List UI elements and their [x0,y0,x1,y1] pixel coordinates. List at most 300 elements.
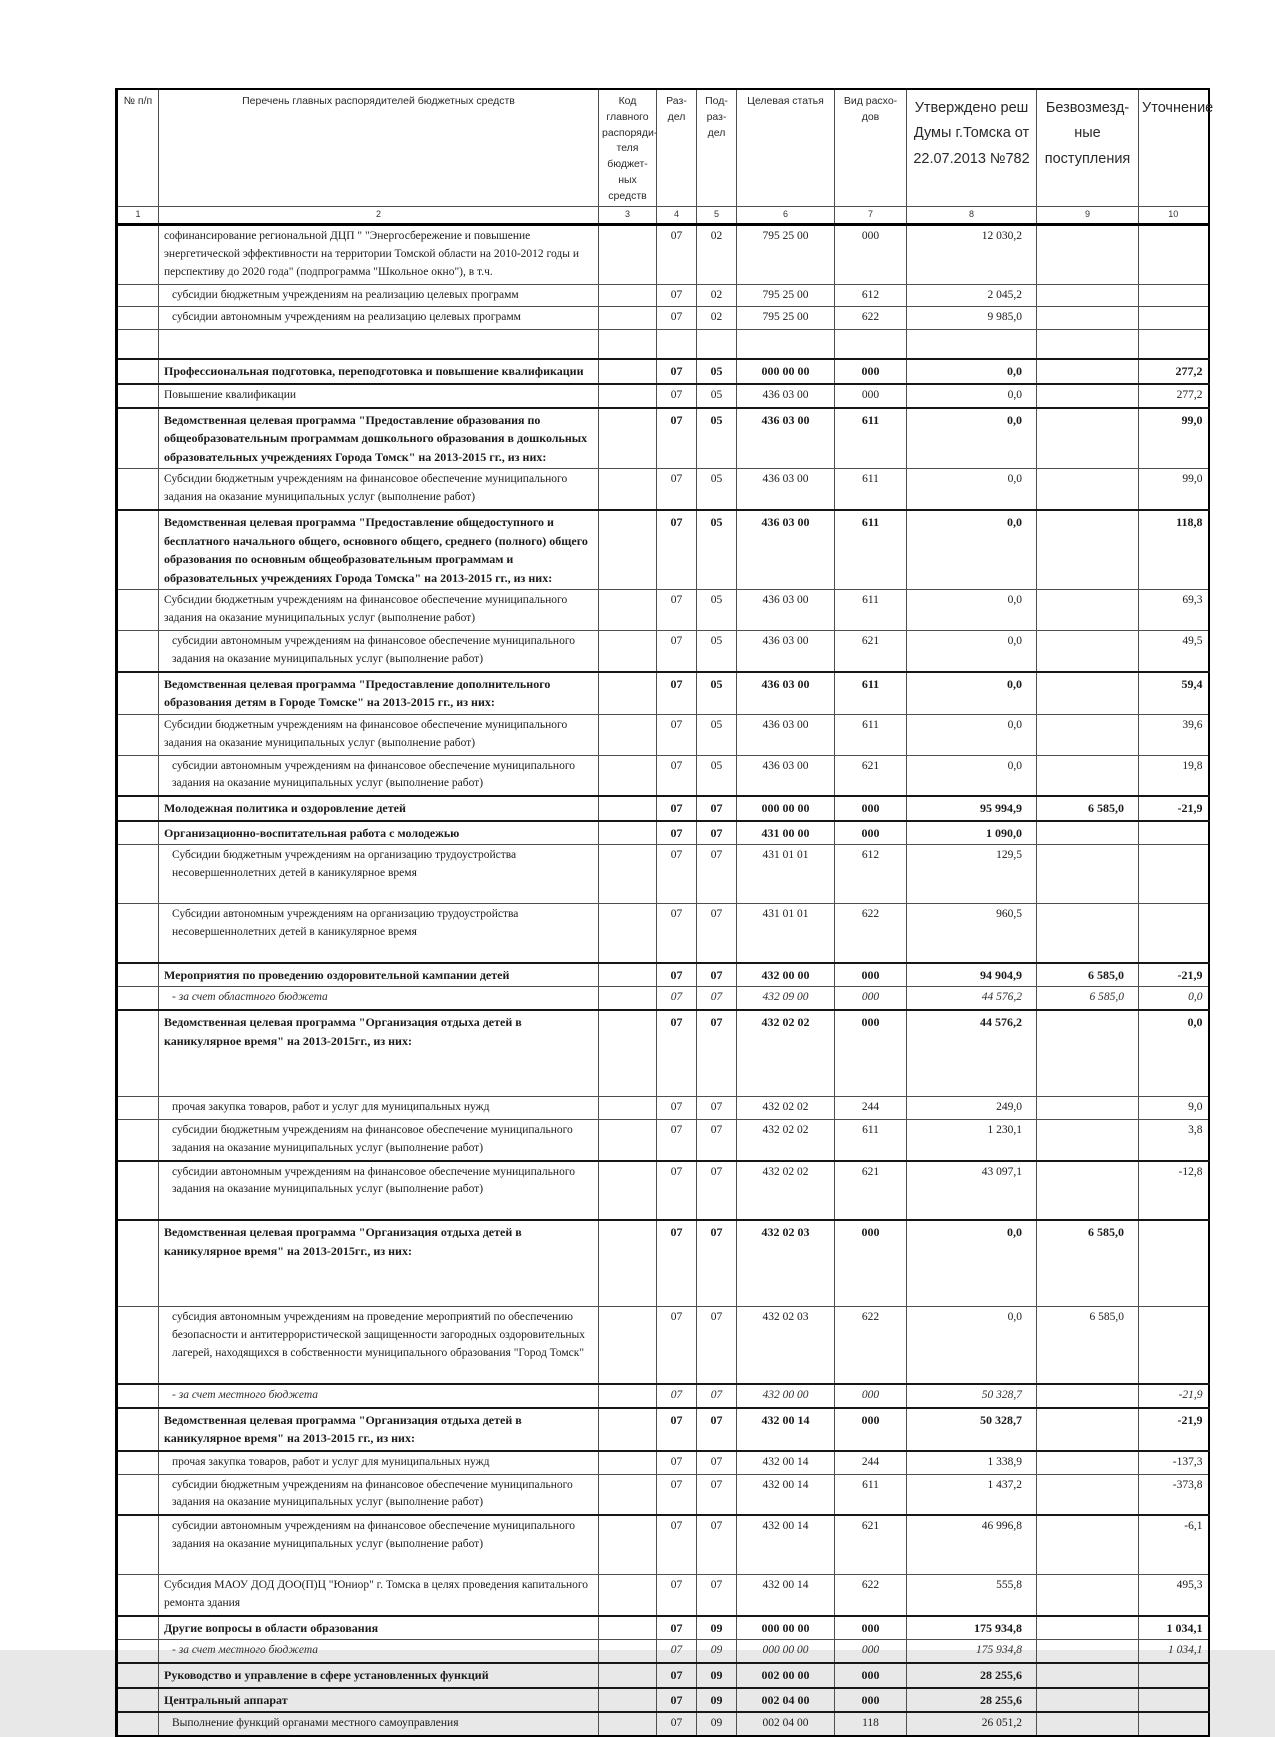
cell-podrazdel [697,330,737,360]
cell-podrazdel: 07 [697,1574,737,1615]
cell-podrazdel: 02 [697,225,737,284]
cell-razdel: 07 [657,631,697,672]
col-header-target: Целевая статья [737,89,835,207]
cell-approved: 249,0 [907,1097,1037,1120]
cell-approved: 95 994,9 [907,796,1037,821]
cell-grants [1037,510,1139,590]
cell-grants [1037,672,1139,715]
cell-kod [599,631,657,672]
cell-refine [1139,845,1209,904]
cell-num [117,1474,159,1515]
cell-grants [1037,1097,1139,1120]
table-row [117,845,1209,904]
cell-approved: 0,0 [907,510,1037,590]
table-row [117,821,1209,845]
cell-podrazdel: 05 [697,359,737,384]
col-header-kod: Код главного распоряди- теля бюджет- ных средств [599,89,657,207]
cell-refine: -137,3 [1139,1451,1209,1474]
cell-approved: 0,0 [907,384,1037,408]
cell-refine: 19,8 [1139,755,1209,796]
table-row [117,755,1209,796]
cell-razdel: 07 [657,1574,697,1615]
cell-target: 000 00 00 [737,359,835,384]
cell-name: Ведомственная целевая программа "Предоставление образования по общеобразовательным программам дошкольного образования в дошкольных образовательных учреждениях Города Томск" на 2013-2015 гг., из них: [159,408,599,469]
table-row [117,284,1209,307]
cell-name: Субсидии автономным учреждениям на организацию трудоустройства несовершеннолетних детей в каникулярное время [159,903,599,962]
cell-name: субсидии бюджетным учреждениям на реализацию целевых программ [159,284,599,307]
col-number-5: 5 [697,207,737,225]
cell-grants [1037,714,1139,755]
cell-num [117,1663,159,1688]
cell-kod [599,510,657,590]
cell-num [117,1097,159,1120]
cell-num [117,987,159,1010]
cell-razdel: 07 [657,1220,697,1307]
cell-grants [1037,1474,1139,1515]
cell-razdel: 07 [657,714,697,755]
cell-grants [1037,1515,1139,1574]
table-row [117,1010,1209,1097]
cell-vid: 612 [835,284,907,307]
table-row [117,1161,1209,1221]
cell-vid: 000 [835,1010,907,1097]
cell-podrazdel: 05 [697,384,737,408]
cell-kod [599,1688,657,1713]
cell-target: 432 02 03 [737,1220,835,1307]
cell-razdel: 07 [657,903,697,962]
table-row [117,714,1209,755]
cell-target: 002 00 00 [737,1663,835,1688]
cell-approved: 2 045,2 [907,284,1037,307]
cell-num [117,408,159,469]
cell-kod [599,1097,657,1120]
cell-name: Ведомственная целевая программа "Организация отдыха детей в каникулярное время" на 2013-2015гг., из них: [159,1010,599,1097]
cell-num [117,330,159,360]
cell-razdel: 07 [657,1640,697,1663]
col-header-grants: Безвозмезд- ные поступления [1037,89,1139,207]
cell-razdel: 07 [657,1161,697,1221]
cell-grants [1037,1663,1139,1688]
cell-grants [1037,1010,1139,1097]
cell-refine: -12,8 [1139,1161,1209,1221]
cell-kod [599,1474,657,1515]
cell-refine [1139,1307,1209,1384]
cell-vid: 611 [835,672,907,715]
cell-approved: 94 904,9 [907,963,1037,987]
cell-target: 432 02 02 [737,1010,835,1097]
cell-grants: 6 585,0 [1037,963,1139,987]
cell-podrazdel: 09 [697,1688,737,1713]
cell-target: 436 03 00 [737,755,835,796]
cell-kod [599,1712,657,1736]
cell-razdel: 07 [657,225,697,284]
header-row [117,89,1209,207]
cell-vid: 000 [835,1384,907,1408]
cell-kod [599,408,657,469]
cell-podrazdel: 02 [697,284,737,307]
cell-razdel: 07 [657,1663,697,1688]
cell-name: софинансирование региональной ДЦП " "Энергосбережение и повышение энергетической эффективности на территории Томской области на 2010-2012 годы и перспективу до 2020 года" (подпрограмма "Школьное окно"), в т.ч. [159,225,599,284]
cell-vid: 622 [835,1307,907,1384]
cell-grants [1037,590,1139,631]
cell-refine: -373,8 [1139,1474,1209,1515]
cell-vid: 000 [835,796,907,821]
cell-num [117,796,159,821]
cell-refine: 9,0 [1139,1097,1209,1120]
column-number-row [117,207,1209,225]
col-number-7: 7 [835,207,907,225]
cell-kod [599,307,657,330]
cell-vid: 000 [835,963,907,987]
cell-approved: 0,0 [907,1307,1037,1384]
cell-podrazdel: 05 [697,590,737,631]
cell-grants [1037,1384,1139,1408]
cell-podrazdel: 07 [697,1010,737,1097]
cell-vid: 622 [835,307,907,330]
cell-approved: 555,8 [907,1574,1037,1615]
table-row [117,1220,1209,1307]
cell-razdel: 07 [657,796,697,821]
cell-kod [599,1574,657,1615]
cell-refine [1139,821,1209,845]
cell-num [117,963,159,987]
cell-num [117,225,159,284]
cell-vid: 000 [835,1640,907,1663]
cell-grants [1037,755,1139,796]
cell-name: Ведомственная целевая программа "Организация отдыха детей в каникулярное время" на 2013-2015гг., из них: [159,1220,599,1307]
cell-approved: 0,0 [907,590,1037,631]
cell-grants [1037,1451,1139,1474]
table-row [117,1384,1209,1408]
table-row [117,469,1209,510]
cell-razdel: 07 [657,408,697,469]
cell-grants [1037,1616,1139,1640]
cell-vid [835,330,907,360]
cell-name: Повышение квалификации [159,384,599,408]
cell-vid: 000 [835,1616,907,1640]
cell-vid: 621 [835,1515,907,1574]
cell-podrazdel: 05 [697,469,737,510]
budget-table-grid [115,88,1214,1737]
cell-num [117,1119,159,1160]
table-row [117,1663,1209,1688]
cell-kod [599,672,657,715]
cell-approved: 1 090,0 [907,821,1037,845]
cell-approved: 0,0 [907,408,1037,469]
cell-refine: 277,2 [1139,384,1209,408]
table-row [117,307,1209,330]
cell-num [117,1161,159,1221]
cell-target: 431 01 01 [737,845,835,904]
col-header-name: Перечень главных распорядителей бюджетных средств [159,89,599,207]
table-row [117,225,1209,284]
cell-name: Субсидии бюджетным учреждениям на финансовое обеспечение муниципального задания на оказание муниципальных услуг (выполнение работ) [159,590,599,631]
cell-approved: 1 338,9 [907,1451,1037,1474]
cell-grants [1037,1408,1139,1451]
cell-vid: 000 [835,987,907,1010]
table-row [117,1097,1209,1120]
cell-name: субсидии автономным учреждениям на реализацию целевых программ [159,307,599,330]
cell-num [117,1384,159,1408]
cell-approved: 0,0 [907,714,1037,755]
cell-razdel: 07 [657,1451,697,1474]
cell-num [117,631,159,672]
cell-grants [1037,1712,1139,1736]
cell-podrazdel: 07 [697,1515,737,1574]
cell-num [117,1574,159,1615]
cell-approved: 50 328,7 [907,1408,1037,1451]
cell-target: 795 25 00 [737,307,835,330]
cell-vid: 000 [835,1663,907,1688]
cell-kod [599,1515,657,1574]
cell-vid: 611 [835,1119,907,1160]
cell-name: прочая закупка товаров, работ и услуг для муниципальных нужд [159,1451,599,1474]
cell-approved [907,330,1037,360]
cell-kod [599,903,657,962]
cell-refine: 69,3 [1139,590,1209,631]
cell-vid: 622 [835,903,907,962]
cell-razdel: 07 [657,307,697,330]
cell-name: Субсидии бюджетным учреждениям на финансовое обеспечение муниципального задания на оказание муниципальных услуг (выполнение работ) [159,469,599,510]
cell-num [117,1640,159,1663]
cell-grants [1037,469,1139,510]
table-row [117,510,1209,590]
cell-num [117,903,159,962]
cell-grants [1037,225,1139,284]
cell-num [117,284,159,307]
cell-name: Субсидия МАОУ ДОД ДОО(П)Ц "Юниор" г. Томска в целях проведения капитального ремонта здания [159,1574,599,1615]
cell-podrazdel: 07 [697,1384,737,1408]
cell-podrazdel: 09 [697,1663,737,1688]
cell-refine: -6,1 [1139,1515,1209,1574]
cell-name: субсидии бюджетным учреждениям на финансовое обеспечение муниципального задания на оказание муниципальных услуг (выполнение работ) [159,1474,599,1515]
cell-name: Субсидии бюджетным учреждениям на финансовое обеспечение муниципального задания на оказание муниципальных услуг (выполнение работ) [159,714,599,755]
cell-grants [1037,1688,1139,1713]
cell-approved: 9 985,0 [907,307,1037,330]
cell-target: 431 01 01 [737,903,835,962]
cell-target: 432 02 02 [737,1161,835,1221]
cell-target: 000 00 00 [737,1616,835,1640]
cell-grants [1037,307,1139,330]
cell-kod [599,1010,657,1097]
col-number-10: 10 [1139,207,1209,225]
cell-razdel: 07 [657,384,697,408]
cell-approved: 46 996,8 [907,1515,1037,1574]
cell-name: Центральный аппарат [159,1688,599,1713]
cell-kod [599,1161,657,1221]
col-number-6: 6 [737,207,835,225]
cell-razdel: 07 [657,987,697,1010]
cell-refine: 0,0 [1139,987,1209,1010]
cell-grants [1037,384,1139,408]
cell-num [117,672,159,715]
table-row [117,1307,1209,1384]
table-row [117,1119,1209,1160]
cell-razdel: 07 [657,1616,697,1640]
cell-kod [599,755,657,796]
cell-refine: 277,2 [1139,359,1209,384]
cell-kod [599,384,657,408]
cell-target: 795 25 00 [737,284,835,307]
cell-grants: 6 585,0 [1037,1307,1139,1384]
cell-target: 432 02 03 [737,1307,835,1384]
cell-podrazdel: 05 [697,408,737,469]
table-row [117,1712,1209,1736]
col-number-2: 2 [159,207,599,225]
cell-name: Организационно-воспитательная работа с молодежью [159,821,599,845]
table-row [117,1451,1209,1474]
cell-kod [599,796,657,821]
cell-kod [599,845,657,904]
cell-vid: 000 [835,1688,907,1713]
cell-kod [599,1307,657,1384]
cell-vid: 611 [835,510,907,590]
table-row [117,330,1209,360]
cell-razdel: 07 [657,1515,697,1574]
cell-podrazdel: 07 [697,845,737,904]
cell-podrazdel: 07 [697,1220,737,1307]
cell-name: Профессиональная подготовка, переподготовка и повышение квалификации [159,359,599,384]
cell-name: - за счет местного бюджета [159,1384,599,1408]
cell-refine: 49,5 [1139,631,1209,672]
cell-refine [1139,1712,1209,1736]
cell-podrazdel: 07 [697,963,737,987]
cell-vid: 000 [835,225,907,284]
cell-vid: 611 [835,408,907,469]
cell-target: 002 04 00 [737,1712,835,1736]
cell-grants [1037,1574,1139,1615]
cell-kod [599,963,657,987]
cell-podrazdel: 09 [697,1616,737,1640]
cell-target: 795 25 00 [737,225,835,284]
cell-kod [599,714,657,755]
table-row [117,631,1209,672]
cell-approved: 43 097,1 [907,1161,1037,1221]
cell-razdel: 07 [657,359,697,384]
cell-vid: 000 [835,821,907,845]
cell-target: 432 00 00 [737,1384,835,1408]
cell-approved: 1 230,1 [907,1119,1037,1160]
cell-grants: 6 585,0 [1037,796,1139,821]
cell-grants [1037,821,1139,845]
cell-approved: 28 255,6 [907,1688,1037,1713]
cell-num [117,821,159,845]
cell-grants [1037,1640,1139,1663]
cell-num [117,1616,159,1640]
cell-name: Другие вопросы в области образования [159,1616,599,1640]
col-number-1: 1 [117,207,159,225]
cell-podrazdel: 07 [697,1307,737,1384]
cell-vid: 244 [835,1451,907,1474]
table-row [117,963,1209,987]
cell-approved: 129,5 [907,845,1037,904]
cell-refine: 1 034,1 [1139,1640,1209,1663]
cell-razdel: 07 [657,963,697,987]
cell-num [117,1712,159,1736]
cell-name: субсидии автономным учреждениям на финансовое обеспечение муниципального задания на оказание муниципальных услуг (выполнение работ) [159,1161,599,1221]
cell-grants [1037,330,1139,360]
cell-podrazdel: 05 [697,631,737,672]
cell-razdel: 07 [657,1688,697,1713]
cell-target: 432 00 00 [737,963,835,987]
cell-kod [599,590,657,631]
cell-refine: 39,6 [1139,714,1209,755]
cell-num [117,1408,159,1451]
cell-razdel: 07 [657,1408,697,1451]
cell-refine [1139,903,1209,962]
cell-approved: 50 328,7 [907,1384,1037,1408]
col-header-num: № п/п [117,89,159,207]
cell-refine [1139,307,1209,330]
cell-grants [1037,845,1139,904]
cell-name: Мероприятия по проведению оздоровительной кампании детей [159,963,599,987]
cell-name: Выполнение функций органами местного самоуправления [159,1712,599,1736]
cell-refine: -21,9 [1139,963,1209,987]
cell-target [737,330,835,360]
cell-refine: 99,0 [1139,408,1209,469]
cell-name: Субсидии бюджетным учреждениям на организацию трудоустройства несовершеннолетних детей в каникулярное время [159,845,599,904]
cell-vid: 611 [835,714,907,755]
cell-vid: 611 [835,469,907,510]
cell-name: субсидии автономным учреждениям на финансовое обеспечение муниципального задания на оказание муниципальных услуг (выполнение работ) [159,631,599,672]
cell-grants [1037,284,1139,307]
cell-num [117,307,159,330]
cell-vid: 621 [835,1161,907,1221]
cell-target: 432 02 02 [737,1119,835,1160]
cell-name: Ведомственная целевая программа "Организация отдыха детей в каникулярное время" на 2013-2015 гг., из них: [159,1408,599,1451]
cell-approved: 960,5 [907,903,1037,962]
cell-refine: -21,9 [1139,796,1209,821]
cell-razdel: 07 [657,590,697,631]
cell-approved: 44 576,2 [907,987,1037,1010]
cell-razdel: 07 [657,1712,697,1736]
cell-refine [1139,225,1209,284]
cell-podrazdel: 05 [697,672,737,715]
cell-name: субсидии автономным учреждениям на финансовое обеспечение муниципального задания на оказание муниципальных услуг (выполнение работ) [159,1515,599,1574]
cell-target: 432 00 14 [737,1515,835,1574]
cell-razdel: 07 [657,510,697,590]
cell-refine: 495,3 [1139,1574,1209,1615]
cell-refine: 99,0 [1139,469,1209,510]
cell-grants: 6 585,0 [1037,987,1139,1010]
col-number-9: 9 [1037,207,1139,225]
cell-approved: 0,0 [907,469,1037,510]
cell-target: 436 03 00 [737,510,835,590]
cell-name: субсидии автономным учреждениям на финансовое обеспечение муниципального задания на оказание муниципальных услуг (выполнение работ) [159,755,599,796]
cell-podrazdel: 07 [697,1161,737,1221]
table-row [117,903,1209,962]
cell-name: - за счет местного бюджета [159,1640,599,1663]
cell-num [117,1307,159,1384]
cell-approved: 0,0 [907,755,1037,796]
cell-approved: 0,0 [907,359,1037,384]
cell-target: 432 00 14 [737,1474,835,1515]
cell-kod [599,284,657,307]
cell-refine: 0,0 [1139,1010,1209,1097]
cell-num [117,755,159,796]
cell-approved: 0,0 [907,631,1037,672]
table-row [117,796,1209,821]
cell-num [117,590,159,631]
cell-kod [599,225,657,284]
cell-refine [1139,1663,1209,1688]
cell-podrazdel: 07 [697,1474,737,1515]
table-row [117,590,1209,631]
cell-target: 436 03 00 [737,590,835,631]
cell-name: субсидия автономным учреждениям на проведение мероприятий по обеспечению безопасности и антитеррористической защищенности загородных оздоровительных лагерей, находящихся в собственности муниципального образования "Город Томск" [159,1307,599,1384]
cell-vid: 000 [835,1220,907,1307]
cell-approved: 12 030,2 [907,225,1037,284]
